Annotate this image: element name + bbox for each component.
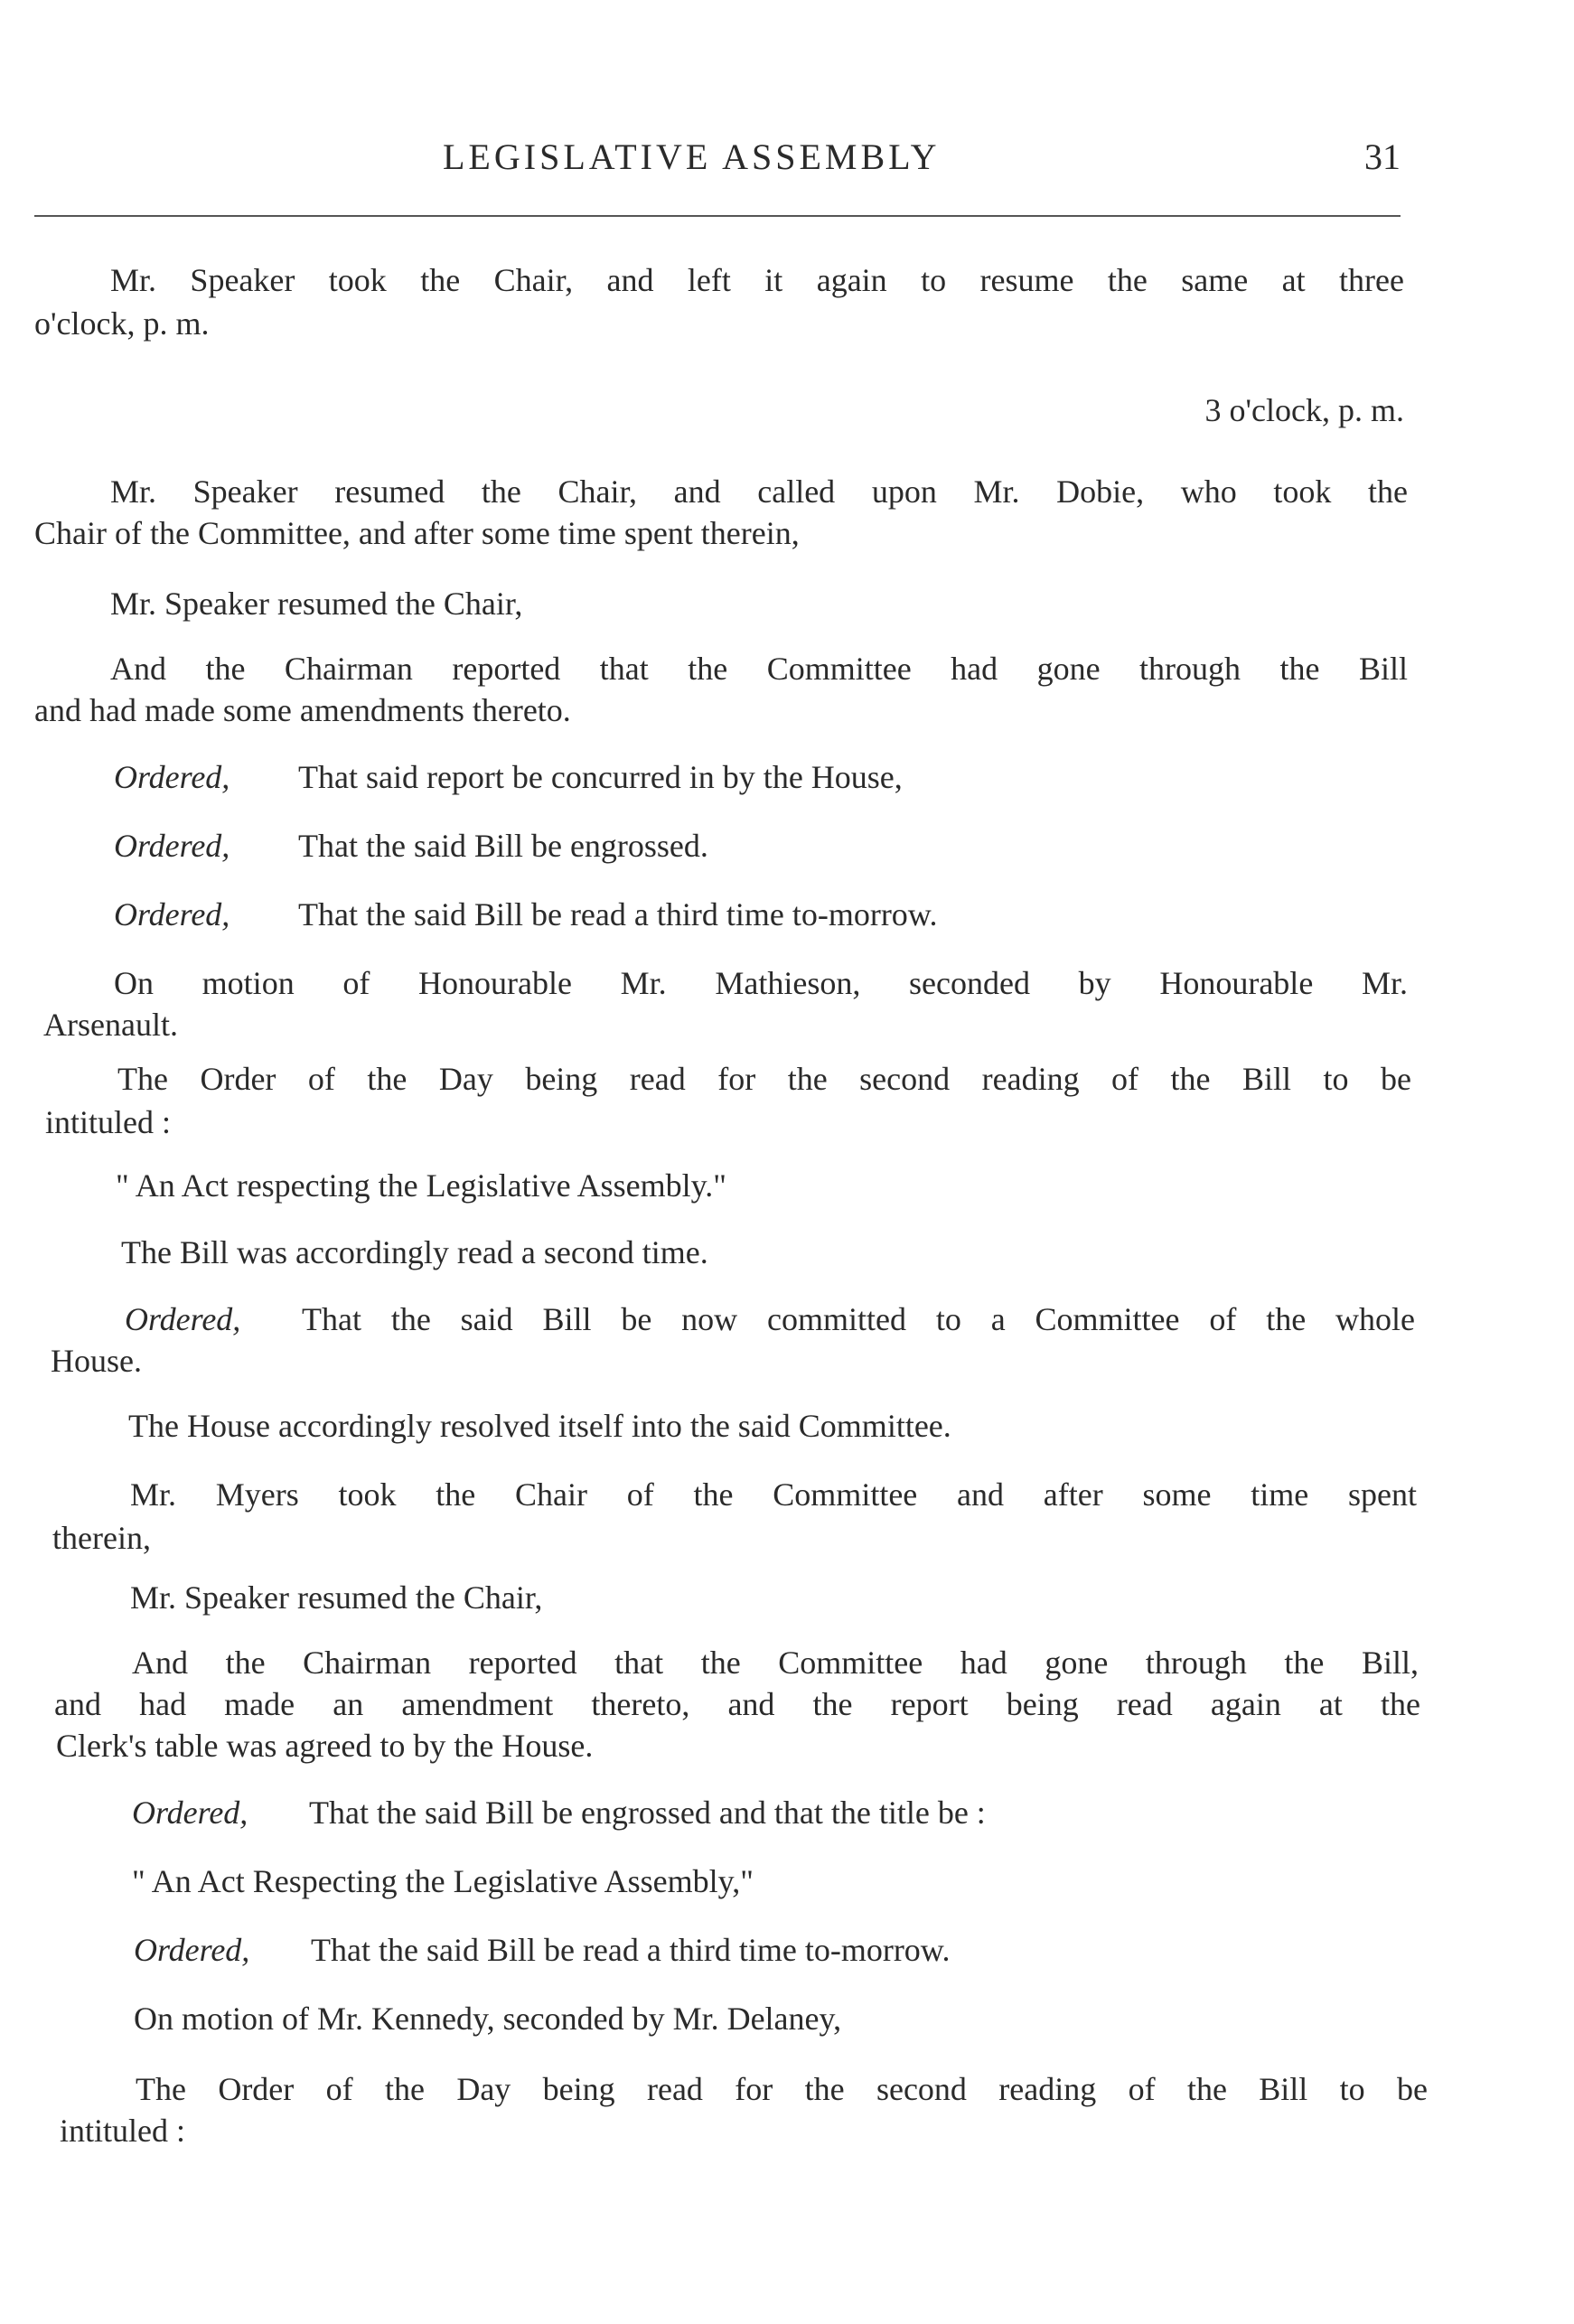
text-line: Chair of the Committee, and after some time spent therein, (34, 515, 800, 551)
ordered-line: Ordered, That the said Bill be read a third time to-morrow. (134, 1932, 951, 1968)
ordered-label: Ordered, (114, 896, 230, 932)
text-line: Mr. Speaker resumed the Chair, (110, 586, 523, 622)
ordered-line: Ordered, That the said Bill be engrossed and that the title be : (132, 1795, 986, 1831)
text-line: House. (51, 1343, 142, 1379)
text-line: Mr. Speaker resumed the Chair, and called upon Mr. Dobie, who took the (110, 473, 1408, 510)
ordered-line: Ordered, That the said Bill be now committed to a Committee of the whole (125, 1301, 1415, 1337)
header-rule (34, 215, 1401, 217)
page-number: 31 (1364, 136, 1401, 177)
ordered-line: Ordered, That the said Bill be read a third time to-morrow. (114, 896, 938, 932)
text-line: The Order of the Day being read for the second reading of the Bill to be (117, 1061, 1411, 1097)
text-line: And the Chairman reported that the Committee had gone through the Bill (110, 651, 1408, 687)
ordered-line: Ordered, That said report be concurred in by the House, (114, 759, 903, 795)
text-line: and had made some amendments thereto. (34, 692, 571, 728)
ordered-label: Ordered, (125, 1301, 241, 1337)
text-line: On motion of Mr. Kennedy, seconded by Mr. Delaney, (134, 2001, 842, 2037)
ordered-label: Ordered, (114, 759, 230, 795)
text-line: On motion of Honourable Mr. Mathieson, seconded by Honourable Mr. (114, 965, 1408, 1001)
text-line: o'clock, p. m. (34, 305, 210, 342)
text-line: The Order of the Day being read for the second reading of the Bill to be (136, 2071, 1428, 2107)
text-line: Mr. Speaker took the Chair, and left it again to resume the same at three (110, 262, 1404, 298)
text-line: Clerk's table was agreed to by the House. (56, 1728, 594, 1764)
text-line: The Bill was accordingly read a second time. (121, 1234, 708, 1270)
time-line: 3 o'clock, p. m. (1204, 392, 1404, 428)
text-line: therein, (52, 1520, 151, 1556)
text-line: And the Chairman reported that the Committee had gone through the Bill, (132, 1645, 1419, 1681)
text-line: Arsenault. (43, 1007, 178, 1043)
act-title-line: " An Act Respecting the Legislative Assembly," (132, 1863, 754, 1899)
text-line: and had made an amendment thereto, and the report being read again at the (54, 1686, 1420, 1722)
running-title: LEGISLATIVE ASSEMBLY (443, 136, 941, 177)
act-title-line: " An Act respecting the Legislative Assembly." (116, 1167, 726, 1204)
text-line: Mr. Speaker resumed the Chair, (130, 1579, 543, 1616)
page-header (36, 136, 1401, 190)
ordered-label: Ordered, (114, 828, 230, 864)
ordered-line: Ordered, That the said Bill be engrossed. (114, 828, 708, 864)
ordered-label: Ordered, (134, 1932, 250, 1968)
text-line: intituled : (60, 2113, 185, 2149)
text-line: The House accordingly resolved itself into the said Committee. (128, 1408, 951, 1444)
text-line: intituled : (45, 1104, 171, 1140)
ordered-label: Ordered, (132, 1795, 248, 1831)
text-line: Mr. Myers took the Chair of the Committee and after some time spent (130, 1476, 1417, 1513)
